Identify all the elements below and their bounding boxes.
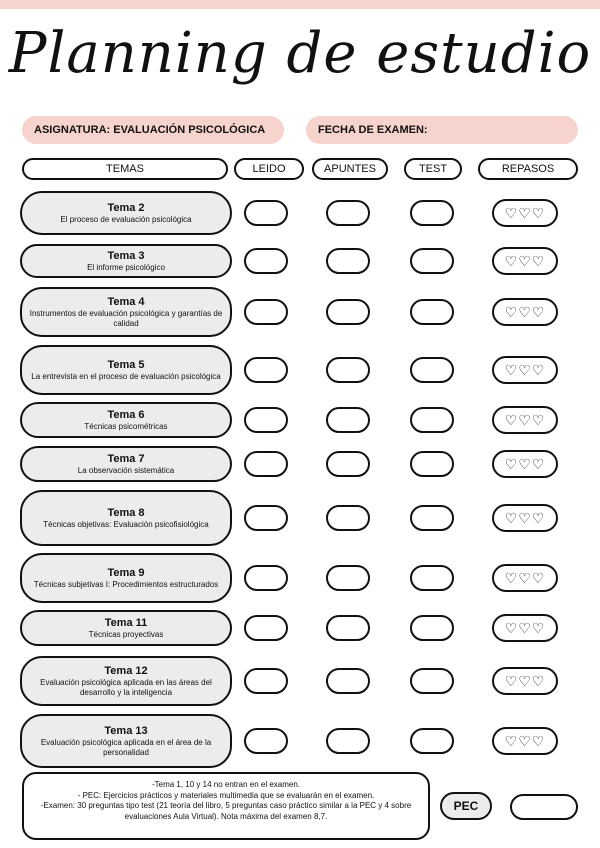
topic-card [20,714,232,768]
read-checkbox[interactable] [244,728,288,754]
test-checkbox[interactable] [410,505,454,531]
subject-label: ASIGNATURA: EVALUACIÓN PSICOLÓGICA [22,116,284,144]
read-checkbox[interactable] [244,565,288,591]
note-line: - PEC: Ejercicios prácticos y materiales multimedia que se evaluarán en el examen. [77,790,375,800]
topic-description: Técnicas objetivas: Evaluación psicofisiológica [43,519,209,529]
test-checkbox[interactable] [410,248,454,274]
topic-card [20,553,232,603]
topic-title: Tema 13 [104,724,148,737]
topic-card [20,191,232,235]
review-hearts[interactable]: ♡♡♡ [492,298,558,326]
read-checkbox[interactable] [244,668,288,694]
test-checkbox[interactable] [410,668,454,694]
topic-description: Evaluación psicológica aplicada en las áreas del desarrollo y la inteligencia [40,677,212,697]
topic-title: Tema 8 [107,506,145,519]
review-hearts[interactable]: ♡♡♡ [492,406,558,434]
column-header-test: TEST [404,158,462,180]
review-hearts[interactable]: ♡♡♡ [492,199,558,227]
topic-card [20,402,232,438]
topic-description: El informe psicológico [87,262,165,272]
topic-description: La observación sistemática [77,465,175,475]
test-checkbox[interactable] [410,200,454,226]
notes-checkbox[interactable] [326,668,370,694]
test-checkbox[interactable] [410,451,454,477]
topic-description: El proceso de evaluación psicológica [60,214,192,224]
notes-checkbox[interactable] [326,407,370,433]
topic-title: Tema 4 [107,295,145,308]
column-header-topics: TEMAS [22,158,228,180]
test-checkbox[interactable] [410,728,454,754]
notes-checkbox[interactable] [326,200,370,226]
topic-card [20,244,232,278]
test-checkbox[interactable] [410,565,454,591]
column-header-read: LEIDO [234,158,304,180]
topic-card [20,345,232,395]
notes-checkbox[interactable] [326,299,370,325]
test-checkbox[interactable] [410,615,454,641]
notes-checkbox[interactable] [326,357,370,383]
topic-description: La entrevista en el proceso de evaluación psicológica [31,371,221,381]
review-hearts[interactable]: ♡♡♡ [492,356,558,384]
read-checkbox[interactable] [244,248,288,274]
topic-card [20,656,232,706]
note-line: -Tema 1, 10 y 14 no entran en el examen. [151,780,301,789]
topic-title: Tema 5 [107,358,145,371]
topic-description: Técnicas proyectivas [88,629,164,639]
column-header-notes: APUNTES [312,158,388,180]
review-hearts[interactable]: ♡♡♡ [492,667,558,695]
notes-checkbox[interactable] [326,565,370,591]
read-checkbox[interactable] [244,200,288,226]
topic-title: Tema 11 [104,616,148,629]
column-header-reviews: REPASOS [478,158,578,180]
topic-title: Tema 9 [107,566,145,579]
review-hearts[interactable]: ♡♡♡ [492,614,558,642]
topic-description: Técnicas psicométricas [84,421,168,431]
review-hearts[interactable]: ♡♡♡ [492,450,558,478]
exam-date-label: FECHA DE EXAMEN: [306,116,578,144]
notes-checkbox[interactable] [326,728,370,754]
review-hearts[interactable]: ♡♡♡ [492,727,558,755]
test-checkbox[interactable] [410,357,454,383]
topic-title: Tema 3 [107,249,145,262]
topic-title: Tema 7 [107,452,145,465]
pec-checkbox[interactable] [510,794,578,820]
note-line: -Examen: 30 preguntas tipo test (21 teoría del libro, 5 preguntas caso práctico similar a la PEC y 4 sobre evaluaciones Aula Virtual). Nota máxima del examen 8,7. [40,801,412,821]
review-hearts[interactable]: ♡♡♡ [492,504,558,532]
notes-checkbox[interactable] [326,615,370,641]
topic-card [20,287,232,337]
review-hearts[interactable]: ♡♡♡ [492,247,558,275]
page-title: Planning de estudio [8,21,592,86]
notes-checkbox[interactable] [326,451,370,477]
topic-description: Técnicas subjetivas I: Procedimientos estructurados [33,579,219,589]
review-hearts[interactable]: ♡♡♡ [492,564,558,592]
study-notes [22,772,430,840]
read-checkbox[interactable] [244,615,288,641]
read-checkbox[interactable] [244,407,288,433]
read-checkbox[interactable] [244,299,288,325]
pec-label: PEC [440,792,492,820]
topic-card [20,446,232,482]
topic-card [20,610,232,646]
read-checkbox[interactable] [244,505,288,531]
notes-checkbox[interactable] [326,505,370,531]
topic-description: Instrumentos de evaluación psicológica y garantías de calidad [29,308,223,328]
topic-title: Tema 12 [104,664,148,677]
test-checkbox[interactable] [410,407,454,433]
read-checkbox[interactable] [244,451,288,477]
topic-title: Tema 2 [107,201,145,214]
topic-description: Evaluación psicológica aplicada en el área de la personalidad [40,737,212,757]
topic-card [20,490,232,546]
topic-title: Tema 6 [107,408,145,421]
read-checkbox[interactable] [244,357,288,383]
top-accent-band [0,0,600,9]
notes-checkbox[interactable] [326,248,370,274]
test-checkbox[interactable] [410,299,454,325]
